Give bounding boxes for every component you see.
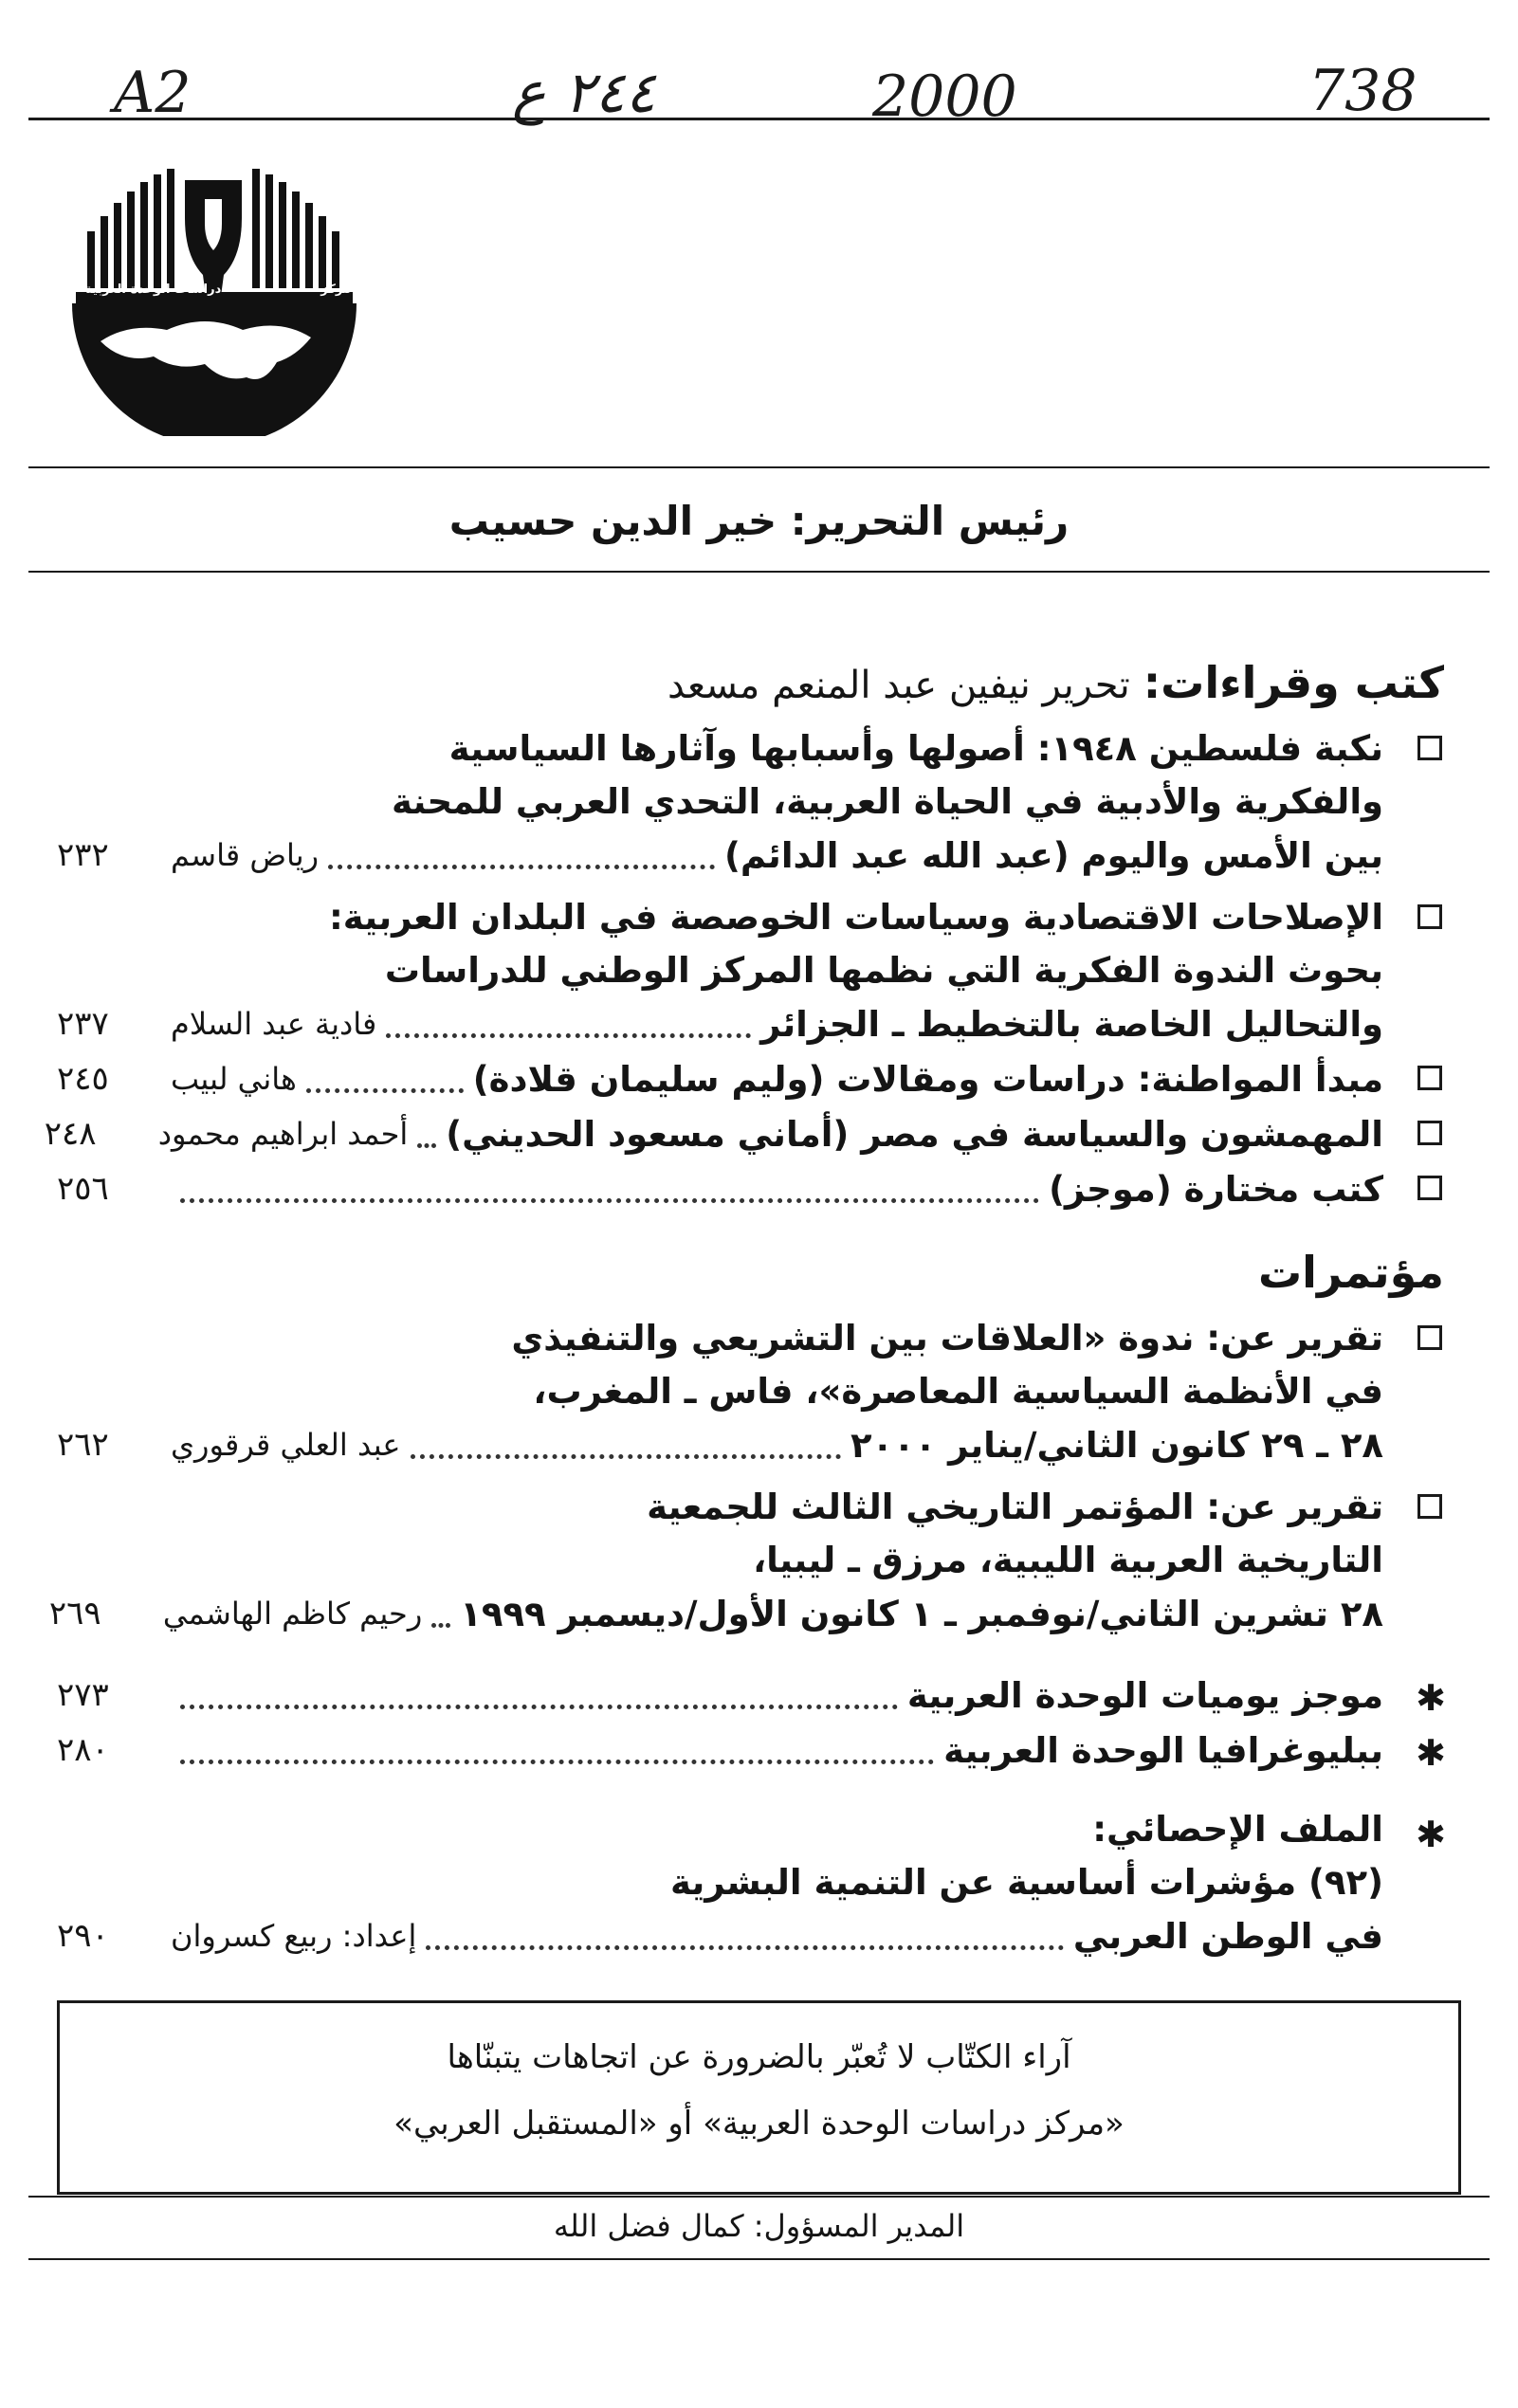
toc-entry-line: تقرير عن: المؤتمر التاريخي الثالث للجمعية xyxy=(647,1487,1383,1527)
checkbox-icon xyxy=(1417,736,1442,760)
leader-dots xyxy=(411,1454,841,1459)
conferences-heading: مؤتمرات xyxy=(1257,1247,1444,1298)
toc-entry-page: ٢٣٧ xyxy=(57,1005,109,1043)
handwritten-note-number: 738 xyxy=(1308,58,1417,124)
asterisk-icon: ✱ xyxy=(1416,1814,1446,1855)
checkbox-icon xyxy=(1417,1325,1442,1350)
managing-director: المدير المسؤول: كمال فضل الله xyxy=(553,2208,965,2244)
disclaimer-box xyxy=(57,2000,1461,2195)
toc-entry-author: إعداد: ربيع كسروان xyxy=(171,1918,417,1954)
handwritten-note-issue: ٢٤٤ ع xyxy=(512,60,656,126)
toc-entry-line: بحوث الندوة الفكرية التي نظمها المركز الوطني للدراسات xyxy=(384,950,1383,991)
books-section-heading xyxy=(668,652,1444,716)
toc-entry xyxy=(44,1107,1383,1160)
toc-entry-title: ٢٨ تشرين الثاني/نوفمبر ـ ١ كانون الأول/ديسمبر ١٩٩٩ xyxy=(460,1593,1383,1634)
rule-above-editor xyxy=(28,466,1490,468)
logo-label-center: دراسات الوحدة العربية xyxy=(85,283,222,297)
leader-dots xyxy=(180,1705,898,1709)
toc-entry xyxy=(48,1587,1383,1640)
toc-entry-title: ببليوغرافيا الوحدة العربية xyxy=(943,1729,1383,1771)
toc-entry-page: ٢٤٨ xyxy=(44,1115,97,1153)
toc-entry-title: موجز يوميات الوحدة العربية xyxy=(906,1674,1383,1716)
toc-entry-page: ٢٧٣ xyxy=(57,1676,109,1714)
toc-entry-author: عبد العلي قرقوري xyxy=(171,1427,401,1463)
handwritten-note-a2: A2 xyxy=(114,60,192,126)
toc-entry xyxy=(57,1724,1383,1777)
leader-dots xyxy=(180,1760,934,1764)
toc-entry-page: ٢٦٢ xyxy=(57,1426,109,1464)
checkbox-icon xyxy=(1417,904,1442,929)
toc-entry-title: في الوطن العربي xyxy=(1072,1915,1383,1957)
toc-entry-page: ٢٩٠ xyxy=(57,1917,109,1955)
leader-dots xyxy=(386,1033,751,1038)
disclaimer-line: «مركز دراسات الوحدة العربية» أو «المستقبل العربي» xyxy=(393,2105,1125,2143)
toc-entry-title: والتحاليل الخاصة بالتخطيط ـ الجزائر xyxy=(760,1003,1383,1045)
checkbox-icon xyxy=(1417,1121,1442,1145)
header-rule xyxy=(28,118,1490,120)
toc-entry-line: (٩٢) مؤشرات أساسية عن التنمية البشرية xyxy=(669,1862,1383,1903)
toc-entry-line: في الأنظمة السياسية المعاصرة»، فاس ـ المغرب، xyxy=(533,1371,1383,1412)
toc-entry xyxy=(57,1162,1383,1215)
disclaimer-line: آراء الكتّاب لا تُعبّر بالضرورة عن اتجاهات يتبنّاها xyxy=(447,2038,1071,2076)
stats-file-heading: الملف الإحصائي: xyxy=(1092,1809,1383,1850)
footer-rule xyxy=(28,2258,1490,2260)
publisher-logo xyxy=(63,161,375,436)
toc-entry-page: ٢٣٢ xyxy=(57,836,109,874)
checkbox-icon xyxy=(1417,1066,1442,1090)
logo-label-markaz: مركز xyxy=(320,283,351,297)
editor-in-chief: رئيس التحرير: خير الدين حسيب xyxy=(448,498,1070,544)
leader-dots xyxy=(180,1198,1039,1203)
toc-entry-page: ٢٦٩ xyxy=(48,1595,101,1633)
toc-entry-page: ٢٥٦ xyxy=(57,1170,109,1208)
books-subheading: تحرير نيفين عبد المنعم مسعد xyxy=(667,664,1130,707)
toc-entry-author: فادية عبد السلام xyxy=(171,1006,377,1042)
asterisk-icon: ✱ xyxy=(1416,1732,1446,1774)
toc-entry-line: والفكرية والأدبية في الحياة العربية، التحدي العربي للمحنة xyxy=(391,781,1383,822)
toc-entry xyxy=(57,1418,1383,1471)
toc-entry-page: ٢٤٥ xyxy=(57,1060,109,1098)
checkbox-icon xyxy=(1417,1494,1442,1519)
toc-entry-title: مبدأ المواطنة: دراسات ومقالات (وليم سليمان قلادة) xyxy=(472,1058,1383,1100)
checkbox-icon xyxy=(1417,1176,1442,1200)
leader-dots xyxy=(306,1088,464,1093)
toc-entry-title: كتب مختارة (موجز) xyxy=(1049,1168,1383,1210)
toc-entry xyxy=(57,1669,1383,1722)
leader-dots xyxy=(426,1945,1063,1950)
toc-entry-author: رياض قاسم xyxy=(171,837,320,873)
toc-entry-title: ٢٨ ـ ٢٩ كانون الثاني/يناير ٢٠٠٠ xyxy=(850,1424,1383,1466)
toc-entry-line: نكبة فلسطين ١٩٤٨: أصولها وأسبابها وآثارها السياسية xyxy=(448,728,1383,769)
toc-entry-line: الإصلاحات الاقتصادية وسياسات الخوصصة في البلدان العربية: xyxy=(328,897,1383,938)
toc-entry-title: المهمشون والسياسة في مصر (أماني مسعود الحديني) xyxy=(446,1113,1383,1155)
toc-entry-author: رحيم كاظم الهاشمي xyxy=(162,1596,423,1632)
asterisk-icon: ✱ xyxy=(1416,1677,1446,1719)
toc-entry xyxy=(57,1909,1383,1962)
toc-entry-author: هاني لبيب xyxy=(171,1061,297,1097)
books-heading: كتب وقراءات: xyxy=(1143,657,1444,708)
rule-below-editor xyxy=(28,571,1490,573)
leader-dots xyxy=(328,865,715,869)
handwritten-note-year: 2000 xyxy=(872,64,1017,130)
toc-entry-line: التاريخية العربية الليبية، مرزق ـ ليبيا، xyxy=(753,1540,1383,1580)
toc-entry xyxy=(57,1052,1383,1105)
toc-entry-page: ٢٨٠ xyxy=(57,1731,109,1769)
leader-dots xyxy=(417,1143,436,1148)
toc-entry-author: أحمد ابراهيم محمود xyxy=(157,1116,409,1152)
toc-entry xyxy=(57,829,1383,882)
toc-entry-line: تقرير عن: ندوة «العلاقات بين التشريعي والتنفيذي xyxy=(511,1318,1383,1359)
leader-dots xyxy=(431,1623,450,1628)
toc-entry xyxy=(57,997,1383,1050)
toc-entry-title: بين الأمس واليوم (عبد الله عبد الدائم) xyxy=(724,834,1383,876)
